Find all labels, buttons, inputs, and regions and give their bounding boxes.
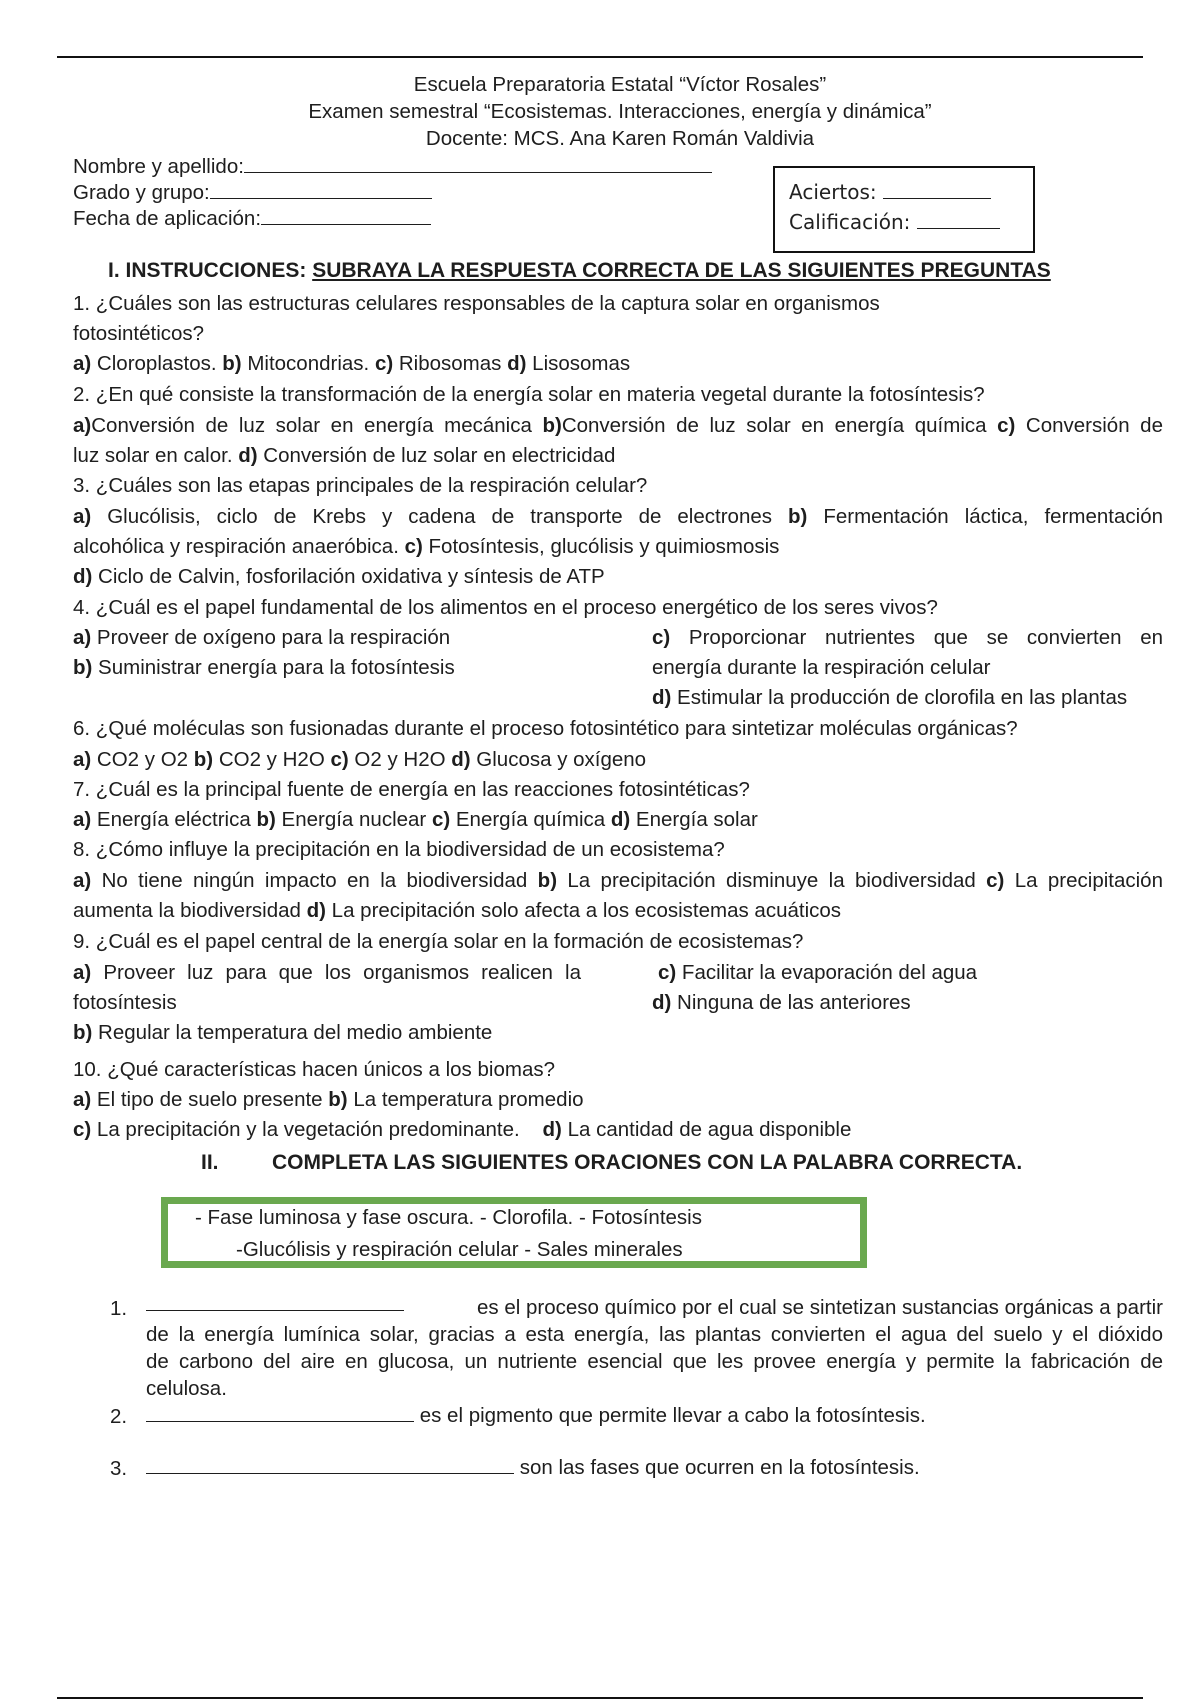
sentence-2-blank[interactable] [146, 1405, 414, 1422]
option-a-text: Proveer de oxígeno para la respiración [91, 626, 451, 649]
option-b[interactable]: Conversión de luz solar en energía química [561, 414, 998, 437]
question-10-options-1 [73, 1088, 1163, 1112]
option-a[interactable]: El tipo de suelo presente [91, 1088, 329, 1111]
hits-row [789, 180, 991, 204]
question-9-option-a[interactable] [73, 961, 581, 985]
grade-label: Calificación: [789, 210, 911, 234]
option-d-text: Estimular la producción de clorofila en las plantas [671, 686, 1128, 709]
option-c[interactable]: Fotosíntesis, glucólisis y quimiosmosis [422, 535, 780, 558]
option-letter: b) [328, 1088, 348, 1111]
bottom-rule [57, 1697, 1143, 1699]
option-c-text: Facilitar la evaporación del agua [676, 961, 978, 984]
option-letter: c) [658, 961, 677, 984]
option-a[interactable]: Cloroplastos. [91, 352, 223, 375]
option-c[interactable]: Ribosomas [393, 352, 508, 375]
question-10-options-2 [73, 1118, 1163, 1142]
sentence-3 [146, 1454, 920, 1481]
option-c[interactable]: O2 y H2O [348, 748, 452, 771]
sentence-3-number: 3. [110, 1457, 128, 1480]
sentence-3-blank[interactable] [146, 1457, 514, 1474]
option-d[interactable]: Conversión de luz solar en electricidad [257, 444, 616, 467]
option-letter: b) [193, 748, 214, 771]
section-1-prefix: I. INSTRUCCIONES: [108, 259, 313, 282]
word-bank-line-1: - Fase luminosa y fase oscura. - Clorofila. - Fotosíntesis [195, 1206, 702, 1229]
option-letter: a) [73, 748, 92, 771]
section-1-heading [108, 259, 1051, 283]
hits-label: Aciertos: [789, 180, 877, 204]
option-letter: c) [374, 352, 394, 375]
question-2-options-2 [73, 444, 1163, 468]
date-blank[interactable] [261, 208, 431, 225]
exam-title: Examen semestral “Ecosistemas. Interacciones, energía y dinámica” [308, 100, 932, 123]
option-b[interactable]: CO2 y H2O [213, 748, 331, 771]
question-9-option-a-cont[interactable]: fotosíntesis [73, 991, 177, 1014]
option-b-text: Suministrar energía para la fotosíntesis [92, 656, 455, 679]
option-letter: a) [73, 961, 92, 984]
name-blank[interactable] [244, 156, 712, 173]
question-7-options [73, 808, 1163, 832]
option-d[interactable]: Ciclo de Calvin, fosforilación oxidativa y síntesis de ATP [92, 565, 605, 588]
option-letter: a) [73, 869, 92, 892]
option-d[interactable]: La precipitación solo afecta a los ecosistemas acuáticos [325, 899, 842, 922]
option-letter: a) [73, 352, 92, 375]
option-letter: d) [652, 991, 672, 1014]
question-10: 10. ¿Qué características hacen únicos a los biomas? [73, 1058, 555, 1081]
option-letter: b) [222, 352, 242, 375]
hits-blank[interactable] [883, 184, 991, 199]
option-b[interactable]: Fermentación láctica, fermentación [807, 505, 1163, 528]
question-4-option-a[interactable] [73, 626, 573, 650]
option-letter: d) [306, 899, 326, 922]
question-4-option-c-cont[interactable]: energía durante la respiración celular [652, 656, 991, 679]
sentence-2 [146, 1402, 926, 1429]
question-4-option-b[interactable] [73, 656, 573, 680]
option-letter: c) [652, 626, 671, 649]
question-9-option-b[interactable] [73, 1021, 1163, 1045]
sentence-1-line-2: de la energía lumínica solar, gracias a esta energía, las plantas convierten el agua del suelo y el dióxido [146, 1323, 1163, 1346]
question-9: 9. ¿Cuál es el papel central de la energía solar en la formación de ecosistemas? [73, 930, 804, 953]
grade-row [789, 210, 1000, 234]
word-bank [161, 1197, 867, 1268]
option-letter: d) [451, 748, 471, 771]
sentence-1-line-1: es el proceso químico por el cual se sintetizan sustancias orgánicas a partir [477, 1296, 1163, 1319]
option-a[interactable]: CO2 y O2 [91, 748, 194, 771]
question-2-options-1 [73, 414, 1163, 438]
question-4-option-d[interactable] [652, 686, 1163, 710]
option-d[interactable]: La cantidad de agua disponible [561, 1118, 852, 1141]
option-letter: b) [73, 656, 93, 679]
option-c[interactable]: Energía química [450, 808, 611, 831]
option-c-cont[interactable]: aumenta la biodiversidad [73, 899, 307, 922]
option-letter: d) [610, 808, 631, 831]
question-1-cont: fotosintéticos? [73, 322, 205, 345]
option-letter: d) [73, 565, 93, 588]
question-8-options-1 [73, 869, 1163, 893]
option-b-text: Regular la temperatura del medio ambiente [92, 1021, 493, 1044]
score-box [773, 166, 1035, 253]
option-b-cont[interactable]: alcohólica y respiración anaeróbica. [73, 535, 405, 558]
question-9-option-c[interactable] [658, 961, 1138, 985]
section-1-title: SUBRAYA LA RESPUESTA CORRECTA DE LAS SIGUIENTES PREGUNTAS [312, 259, 1051, 282]
group-label: Grado y grupo: [73, 181, 210, 204]
option-letter: d) [507, 352, 527, 375]
option-letter: a) [73, 1088, 92, 1111]
option-letter: d) [652, 686, 672, 709]
question-4-option-c[interactable] [652, 626, 1163, 650]
word-bank-line-2: -Glucólisis y respiración celular - Sales minerales [236, 1238, 683, 1261]
sentence-1-number: 1. [110, 1297, 128, 1320]
option-c[interactable]: La precipitación y la vegetación predominante. [91, 1118, 543, 1141]
option-c-text: Proporcionar nutrientes que se convierten en [670, 626, 1163, 649]
question-8: 8. ¿Cómo influye la precipitación en la biodiversidad de un ecosistema? [73, 838, 725, 861]
question-6: 6. ¿Qué moléculas son fusionadas durante el proceso fotosintético para sintetizar moléculas orgánicas? [73, 717, 1018, 740]
sentence-1-line-4: celulosa. [146, 1377, 227, 1400]
sentence-1 [146, 1294, 1163, 1402]
option-a[interactable]: No tiene ningún impacto en la biodiversidad [91, 869, 538, 892]
question-3: 3. ¿Cuáles son las etapas principales de la respiración celular? [73, 474, 648, 497]
sentence-1-blank[interactable] [146, 1294, 404, 1311]
option-letter: a) [73, 414, 92, 437]
top-rule [57, 56, 1143, 58]
grade-blank[interactable] [917, 214, 1000, 229]
group-blank[interactable] [210, 182, 432, 199]
question-9-option-d[interactable] [652, 991, 1132, 1015]
option-letter: c) [997, 414, 1016, 437]
question-6-options [73, 748, 1163, 772]
option-letter: c) [986, 869, 1005, 892]
option-letter: a) [73, 808, 92, 831]
option-a[interactable]: Glucólisis, ciclo de Krebs y cadena de transporte de electrones [91, 505, 788, 528]
option-letter: c) [330, 748, 349, 771]
option-d[interactable]: Energía solar [630, 808, 758, 831]
question-3-options-3 [73, 565, 1163, 589]
date-label: Fecha de aplicación: [73, 207, 262, 230]
option-a[interactable]: Energía eléctrica [91, 808, 257, 831]
option-letter: b) [788, 505, 808, 528]
option-a-text: Proveer luz para que los organismos realicen la [91, 961, 581, 984]
sentence-2-text: es el pigmento que permite llevar a cabo la fotosíntesis. [419, 1404, 926, 1427]
option-c[interactable]: Conversión de [1015, 414, 1163, 437]
option-letter: d) [542, 1118, 562, 1141]
option-letter: c) [73, 1118, 92, 1141]
teacher-name: Docente: MCS. Ana Karen Román Valdivia [425, 127, 815, 150]
question-4: 4. ¿Cuál es el papel fundamental de los alimentos en el proceso energético de los seres vivos? [73, 596, 938, 619]
option-b[interactable]: Mitocondrias. [241, 352, 375, 375]
option-b[interactable]: La precipitación disminuye la biodiversidad [557, 869, 987, 892]
option-d[interactable]: Lisosomas [526, 352, 631, 375]
school-name: Escuela Preparatoria Estatal “Víctor Rosales” [413, 73, 827, 96]
option-b[interactable]: Energía nuclear [275, 808, 432, 831]
section-2-number: II. [201, 1151, 219, 1174]
section-2-title: COMPLETA LAS SIGUIENTES ORACIONES CON LA PALABRA CORRECTA. [272, 1151, 1023, 1174]
option-c[interactable]: La precipitación [1004, 869, 1163, 892]
name-label: Nombre y apellido: [73, 155, 244, 178]
option-b[interactable]: La temperatura promedio [347, 1088, 584, 1111]
question-2: 2. ¿En qué consiste la transformación de la energía solar en materia vegetal durante la fotosíntesis? [73, 383, 985, 406]
option-letter: b) [542, 414, 562, 437]
option-d-text: Ninguna de las anteriores [671, 991, 911, 1014]
option-letter: b) [537, 869, 558, 892]
question-8-options-2 [73, 899, 1163, 923]
question-1-options [73, 352, 1163, 376]
sentence-3-text: son las fases que ocurren en la fotosíntesis. [519, 1456, 920, 1479]
option-d[interactable]: Glucosa y oxígeno [470, 748, 647, 771]
question-3-options-2 [73, 535, 1163, 559]
sentence-2-number: 2. [110, 1405, 128, 1428]
question-3-options-1 [73, 505, 1163, 529]
option-c-cont[interactable]: luz solar en calor. [73, 444, 239, 467]
question-7: 7. ¿Cuál es la principal fuente de energía en las reacciones fotosintéticas? [73, 778, 750, 801]
sentence-1-line-3: de carbono del aire en glucosa, un nutriente esencial que les provee energía y permite la fabricación de [146, 1350, 1163, 1373]
option-letter: c) [431, 808, 451, 831]
option-letter: b) [256, 808, 276, 831]
option-letter: a) [73, 626, 92, 649]
option-letter: d) [238, 444, 258, 467]
option-letter: b) [73, 1021, 93, 1044]
option-letter: a) [73, 505, 92, 528]
question-1: 1. ¿Cuáles son las estructuras celulares responsables de la captura solar en organismos [73, 292, 880, 315]
option-letter: c) [404, 535, 423, 558]
option-a[interactable]: Conversión de luz solar en energía mecánica [91, 414, 543, 437]
